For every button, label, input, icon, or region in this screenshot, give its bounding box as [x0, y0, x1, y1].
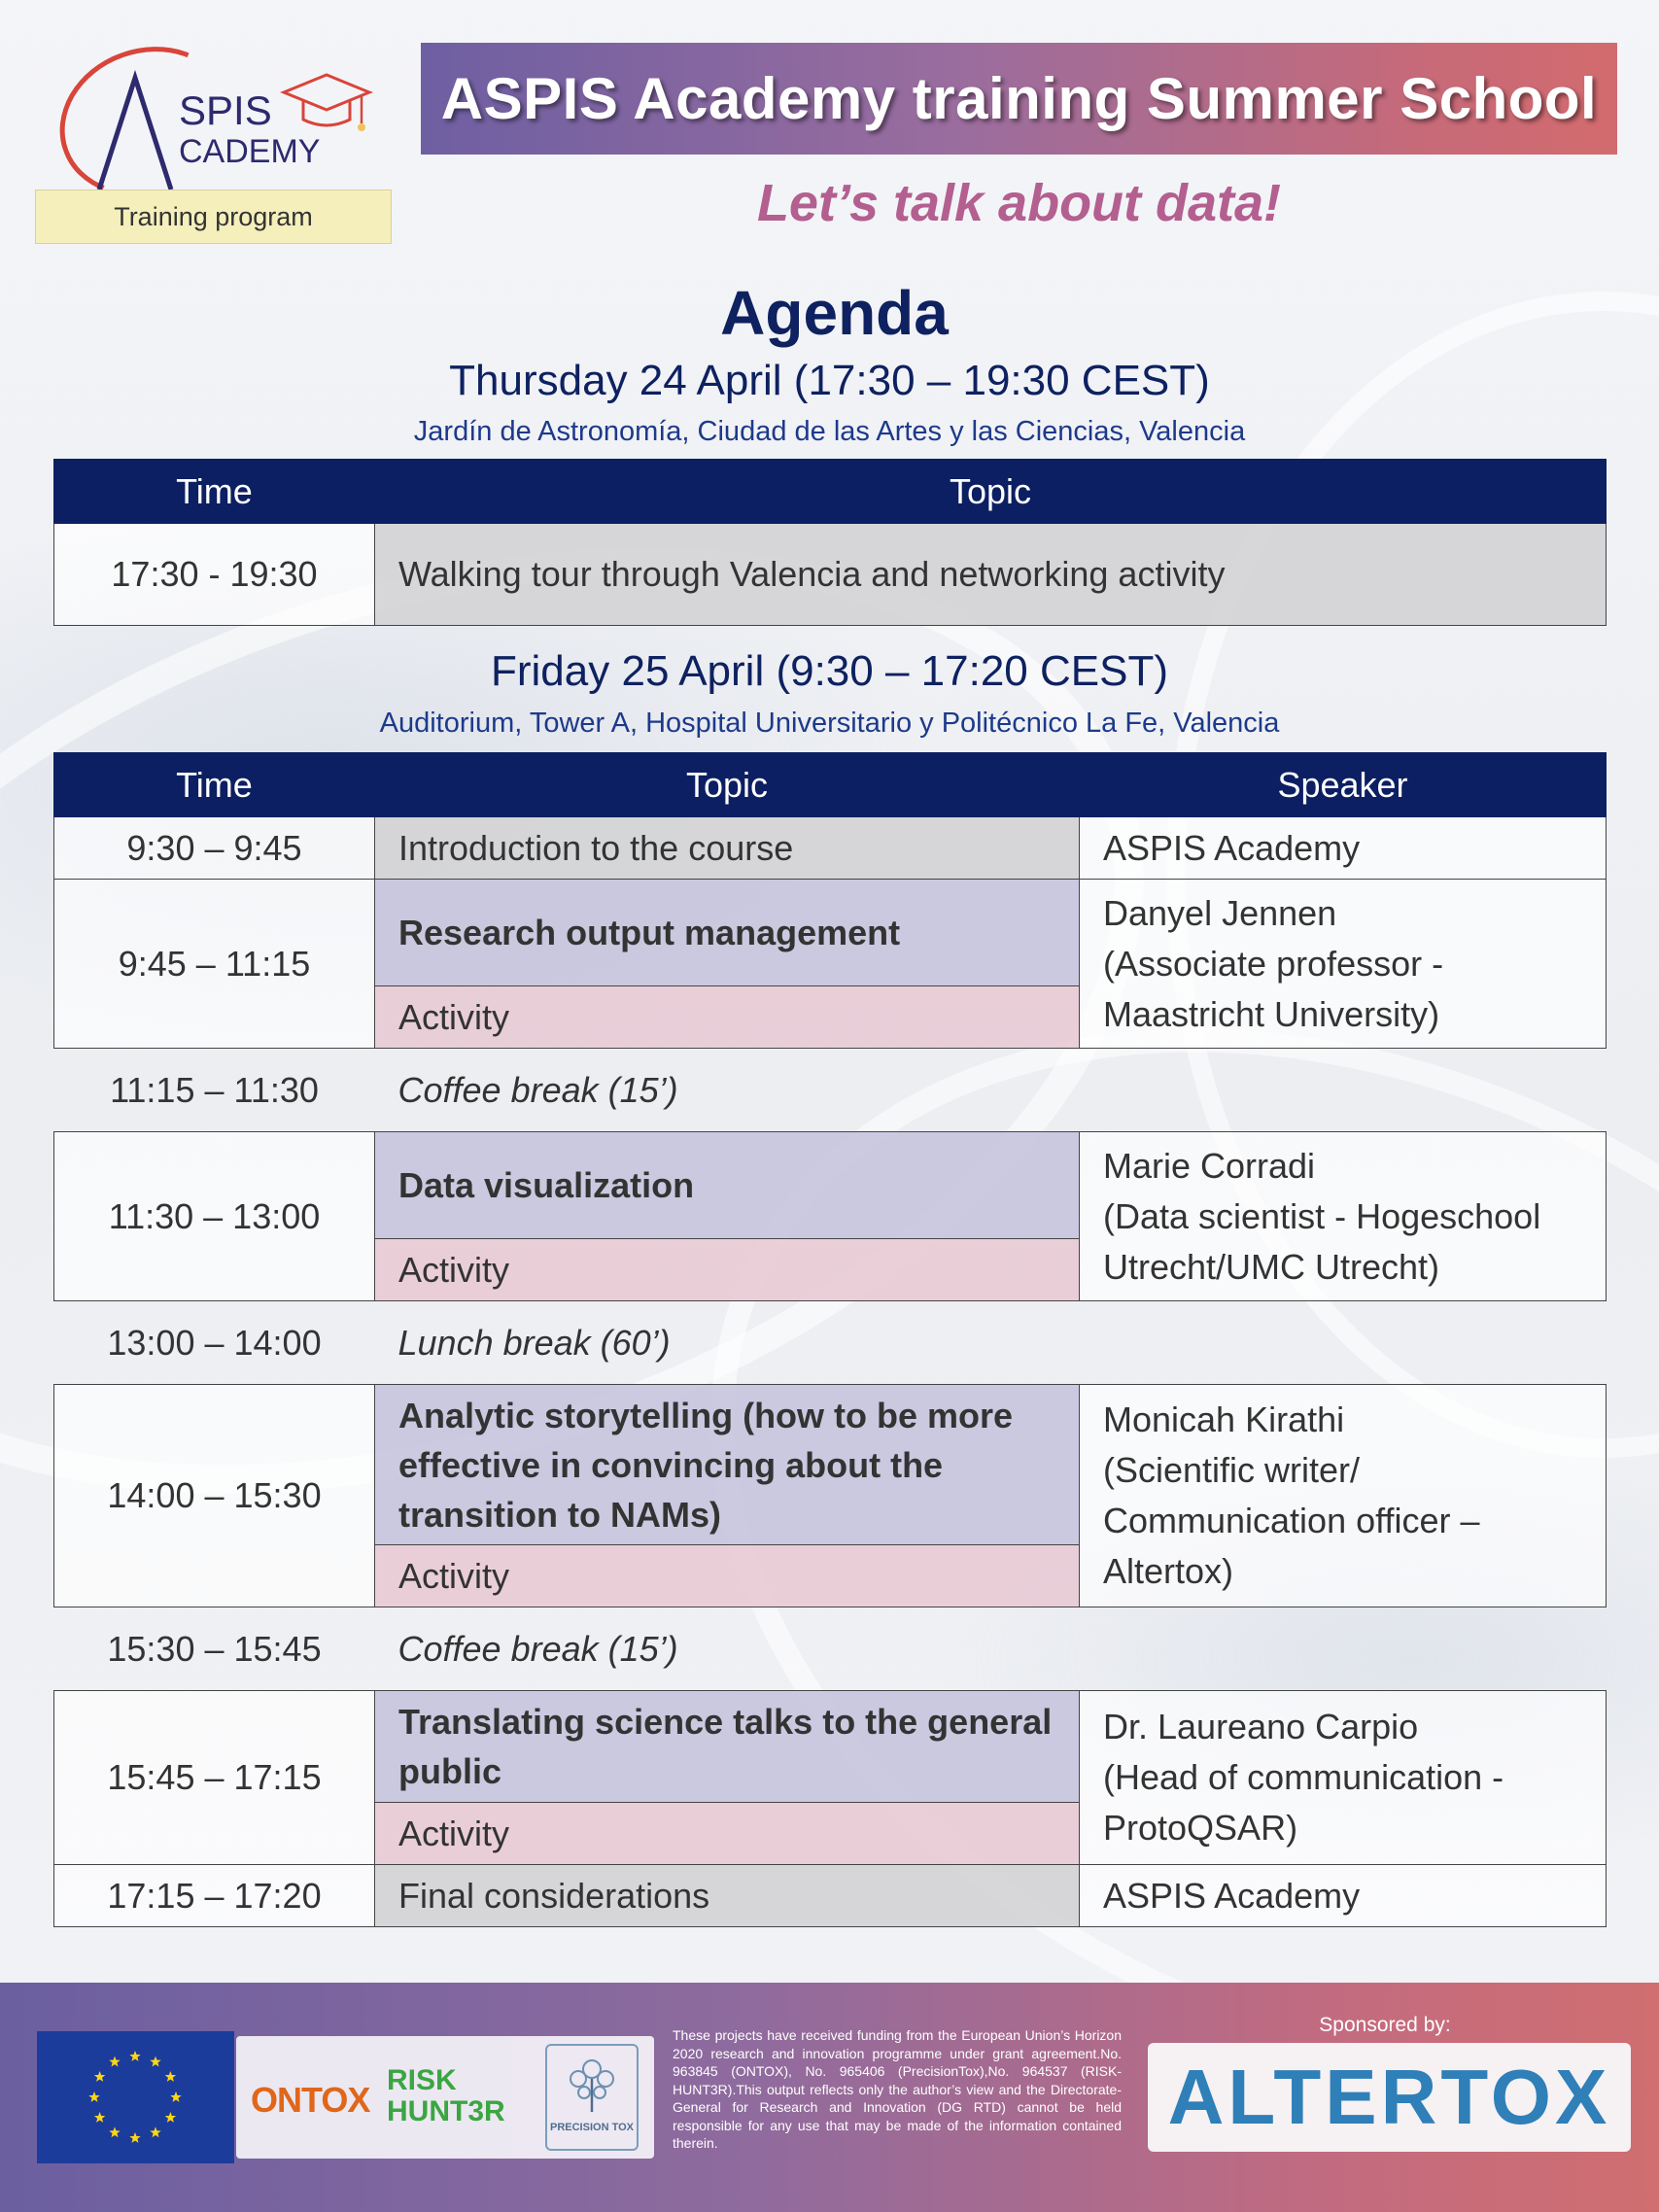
break-row [54, 1049, 1607, 1132]
row-speaker [1080, 1691, 1607, 1865]
eu-star-icon [150, 2126, 160, 2137]
day2-venue: Auditorium, Tower A, Hospital Universitario y Politécnico La Fe, Valencia [379, 708, 1280, 739]
table-header-row [54, 460, 1607, 524]
speaker-name: Dr. Laureano Carpio [1103, 1707, 1419, 1746]
aspis-academy-logo [35, 44, 395, 243]
row-time: 17:15 – 17:20 [54, 1865, 375, 1927]
page-subtitle: Let’s talk about data! [756, 174, 1282, 232]
logo-a-icon [91, 68, 179, 194]
row-time: 9:30 – 9:45 [54, 817, 375, 880]
break-time: 15:30 – 15:45 [107, 1628, 322, 1669]
break-label: Lunch break (60’) [397, 1322, 671, 1363]
break-label: Coffee break (15’) [397, 1628, 678, 1669]
speaker-role: (Associate professor - Maastricht University) [1103, 943, 1444, 1034]
project-logos-panel [236, 2036, 654, 2159]
eu-star-icon [129, 2051, 140, 2061]
break-time: 11:15 – 11:30 [110, 1069, 319, 1110]
eu-star-icon [129, 2132, 140, 2143]
row-time: 9:45 – 11:15 [54, 880, 375, 1049]
row-speaker [1080, 880, 1607, 1049]
session-topic: Data visualization [375, 1132, 1080, 1239]
speaker-name: Danyel Jennen [1103, 892, 1337, 933]
speaker-name: Monicah Kirathi [1103, 1400, 1345, 1439]
eu-star-icon [109, 2056, 120, 2067]
activity-label: Activity [375, 1803, 1080, 1865]
altertox-logo [1148, 2043, 1631, 2152]
logo-text-spis: SPIS [179, 87, 272, 133]
risk-hunt3r-line1: RISK [387, 2064, 457, 2096]
eu-flag-icon [37, 2031, 234, 2163]
eu-stars-icon [37, 2031, 234, 2163]
column-header-topic: Topic [375, 460, 1607, 524]
row-topic: Walking tour through Valencia and networking activity [375, 524, 1607, 626]
row-time: 17:30 - 19:30 [54, 524, 375, 626]
day1-venue: Jardín de Astronomía, Ciudad de las Artes y las Ciencias, Valencia [413, 416, 1246, 447]
row-topic: Final considerations [375, 1865, 1080, 1927]
table-row-session [54, 1691, 1607, 1803]
activity-label: Activity [375, 1239, 1080, 1301]
speaker-role: (Data scientist - Hogeschool Utrecht/UMC Utrecht) [1103, 1195, 1541, 1287]
column-header-time: Time [54, 753, 375, 817]
precision-tox-logo [545, 2044, 639, 2151]
speaker-role: (Head of communication - ProtoQSAR) [1103, 1757, 1504, 1848]
ontox-logo: ONTOX [251, 2080, 370, 2120]
activity-label: Activity [375, 986, 1080, 1049]
column-header-speaker: Speaker [1080, 753, 1607, 817]
session-topic: Translating science talks to the general public [375, 1691, 1080, 1803]
table-row-session [54, 880, 1607, 986]
table-row-intro [54, 817, 1607, 880]
column-header-time: Time [54, 460, 375, 524]
eu-star-icon [170, 2091, 181, 2102]
row-speaker: ASPIS Academy [1080, 817, 1607, 880]
row-speaker: ASPIS Academy [1080, 1865, 1607, 1927]
session-topic: Research output management [375, 880, 1080, 986]
graduation-cap-icon [276, 63, 373, 151]
funding-disclaimer: These projects have received funding from the European Union’s Horizon 2020 research and innovation programme under grant agreement.No. 963845 (ONTOX), No. 965406 (PrecisionTox),No. 964537 (RISK-HUNT3R).This output reflects only the author’s view and the Directorate-General for Research and Innovation (DG RTD) cannot be held responsible for any use that may be made of the information contained therein. [673, 2027, 1122, 2151]
break-row [54, 1607, 1607, 1691]
page-title: ASPIS Academy training Summer School [440, 66, 1598, 131]
day1-agenda-table [53, 459, 1607, 626]
logo-text-cademy: CADEMY [179, 133, 321, 170]
table-row-session [54, 1385, 1607, 1545]
tree-icon [563, 2054, 621, 2118]
activity-label: Activity [375, 1545, 1080, 1607]
altertox-wordmark: ALTERTOX [1167, 2054, 1611, 2140]
row-time: 15:45 – 17:15 [54, 1691, 375, 1865]
row-speaker [1080, 1385, 1607, 1607]
eu-star-icon [165, 2071, 176, 2082]
eu-star-icon [88, 2091, 99, 2102]
table-row-session [54, 1132, 1607, 1239]
table-row [54, 524, 1607, 626]
row-topic: Introduction to the course [375, 817, 1080, 880]
title-banner [421, 43, 1617, 155]
day1-heading: Thursday 24 April (17:30 – 19:30 CEST) [449, 357, 1210, 404]
row-time: 11:30 – 13:00 [54, 1132, 375, 1301]
row-speaker [1080, 1132, 1607, 1301]
training-program-tag: Training program [35, 190, 392, 244]
column-header-topic: Topic [375, 753, 1080, 817]
eu-star-icon [165, 2112, 176, 2123]
day2-heading: Friday 25 April (9:30 – 17:20 CEST) [491, 647, 1168, 695]
row-time: 14:00 – 15:30 [54, 1385, 375, 1607]
day2-agenda-table [53, 752, 1607, 1927]
session-topic: Analytic storytelling (how to be more effective in convincing about the transition to NAMs) [375, 1385, 1080, 1545]
eu-star-icon [109, 2126, 120, 2137]
break-label: Coffee break (15’) [397, 1069, 678, 1110]
eu-star-icon [94, 2071, 105, 2082]
table-header-row [54, 753, 1607, 817]
footer [0, 1983, 1659, 2212]
precision-tox-label: PRECISION TOX [550, 2122, 634, 2133]
table-row-final [54, 1865, 1607, 1927]
eu-star-icon [150, 2056, 160, 2067]
break-row [54, 1301, 1607, 1385]
risk-hunt3r-line2: HUNT3R [387, 2095, 505, 2127]
break-time: 13:00 – 14:00 [107, 1322, 322, 1363]
eu-star-icon [94, 2112, 105, 2123]
speaker-name: Marie Corradi [1103, 1145, 1316, 1186]
risk-hunt3r-logo [387, 2065, 505, 2127]
sponsored-by-label: Sponsored by: [1319, 2014, 1451, 2036]
speaker-role: (Scientific writer/ Communication officer – Altertox) [1103, 1450, 1480, 1591]
agenda-heading: Agenda [720, 278, 949, 348]
